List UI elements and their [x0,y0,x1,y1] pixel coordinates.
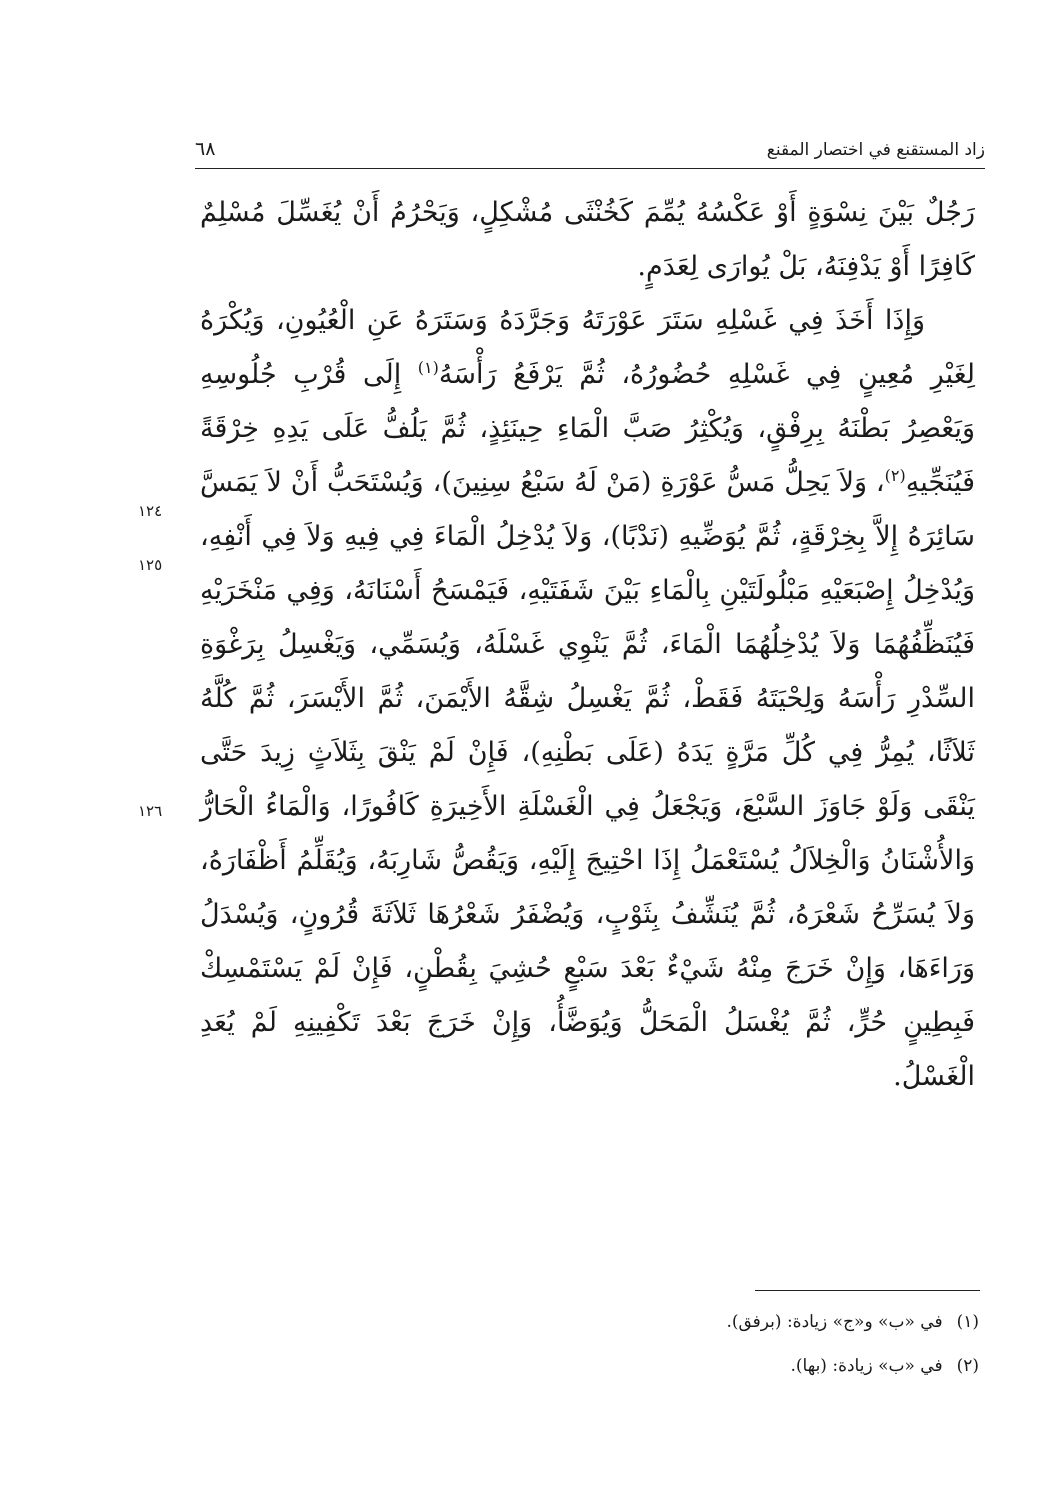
footnote-divider [755,1290,980,1291]
page-header [195,128,985,160]
margin-number: ١٢٤ [138,502,163,520]
header-divider [195,168,985,169]
footnote [479,1344,979,1388]
running-title: زاد المستقنع في اختصار المقنع [766,140,985,160]
footnote-ref[interactable]: (١) [417,358,439,377]
footnote-ref[interactable]: (٢) [884,466,906,485]
footnote-text: في «ب» و«ج» زيادة: (برفق). [726,1312,943,1332]
paragraph [200,186,975,294]
page-number: ٦٨ [195,138,216,160]
paragraph-text: وَإِذَا أَخَذَ فِي غَسْلِهِ سَتَرَ عَوْرَتَهُ وَجَرَّدَهُ وَسَتَرَهُ عَنِ الْعُيُونِ، وَيُكْرَهُ لِغَيْرِ مُعِينٍ فِي غَسْلِهِ حُضُورُهُ، ثُمَّ يَرْفَعُ رَأْسَهُ [200,305,975,390]
footnote-text: في «ب» زيادة: (بها). [790,1356,943,1376]
margin-numbers [138,0,188,1488]
main-text [200,186,975,1104]
margin-number: ١٢٥ [138,556,163,574]
footnote-number: (٢) [956,1356,979,1376]
paragraph-text: رَجُلٌ بَيْنَ نِسْوَةٍ أَوْ عَكْسُهُ يُمِّمَ كَخُنْثَى مُشْكِلٍ، وَيَحْرُمُ أَنْ يُغَسِّلَ مُسْلِمٌ كَافِرًا أَوْ يَدْفِنَهُ، بَلْ يُوارَى لِعَدَمٍ. [200,197,975,282]
paragraph-text: إِلَى قُرْبِ جُلُوسِهِ وَيَعْصِرُ بَطْنَهُ بِرِفْقٍ، وَيُكْثِرُ صَبَّ الْمَاءِ حِينَئِذٍ، ثُمَّ يَلُفُّ عَلَى يَدِهِ خِرْقَةً فَيُنَجِّيهِ [200,359,975,498]
footnotes [479,1300,979,1388]
paragraph [200,294,975,1104]
footnote [479,1300,979,1344]
paragraph-text: ، وَلاَ يَحِلُّ مَسُّ عَوْرَةِ (مَنْ لَهُ سَبْعُ سِنِينَ)، وَيُسْتَحَبُّ أَنْ لاَ يَمَسَّ سَائِرَهُ إِلاَّ بِخِرْقَةٍ، ثُمَّ يُوَضِّيهِ (نَدْبًا)، وَلاَ يُدْخِلُ الْمَاءَ فِي فِيهِ وَلاَ فِي أَنْفِهِ، وَيُدْخِلُ إِصْبَعَيْهِ مَبْلُولَتَيْنِ بِالْمَاءِ بَيْنَ شَفَتَيْهِ، فَيَمْسَحُ أَسْنَانَهُ، وَفِي مَنْخَرَيْهِ فَيُنَظِّفُهُمَا وَلاَ يُدْخِلُهُمَا الْمَاءَ، ثُمَّ يَنْوِي غَسْلَهُ، وَيُسَمِّي، وَيَغْسِلُ بِرَغْوَةِ السِّدْرِ رَأْسَهُ وَلِحْيَتَهُ فَقَطْ، ثُمَّ يَغْسِلُ شِقَّهُ الأَيْمَنَ، ثُمَّ الأَيْسَرَ، ثُمَّ كُلَّهُ ثَلاَثًا، يُمِرُّ فِي كُلِّ مَرَّةٍ يَدَهُ (عَلَى بَطْنِهِ)، فَإِنْ لَمْ يَنْقَ بِثَلاَثٍ زِيدَ حَتَّى يَنْقَى وَلَوْ جَاوَزَ السَّبْعَ، وَيَجْعَلُ فِي الْغَسْلَةِ الأَخِيرَةِ كَافُورًا، وَالْمَاءُ الْحَارُّ وَالأُشْنَانُ وَالْخِلاَلُ يُسْتَعْمَلُ إِذَا احْتِيجَ إِلَيْهِ، وَيَقُصُّ شَارِبَهُ، وَيُقَلِّمُ أَظْفَارَهُ، وَلاَ يُسَرِّحُ شَعْرَهُ، ثُمَّ يُنَشِّفُ بِثَوْبٍ، وَيُضْفَرُ شَعْرُهَا ثَلاَثَةَ قُرُونٍ، وَيُسْدَلُ وَرَاءَهَا، وَإِنْ خَرَجَ مِنْهُ شَيْءٌ بَعْدَ سَبْعٍ حُشِيَ بِقُطْنٍ، فَإِنْ لَمْ يَسْتَمْسِكْ فَبِطِينٍ حُرٍّ، ثُمَّ يُغْسَلُ الْمَحَلُّ وَيُوَضَّأُ، وَإِنْ خَرَجَ بَعْدَ تَكْفِينِهِ لَمْ يُعَدِ الْغَسْلُ. [200,467,975,1092]
margin-number: ١٢٦ [138,802,163,820]
footnote-number: (١) [956,1312,979,1332]
